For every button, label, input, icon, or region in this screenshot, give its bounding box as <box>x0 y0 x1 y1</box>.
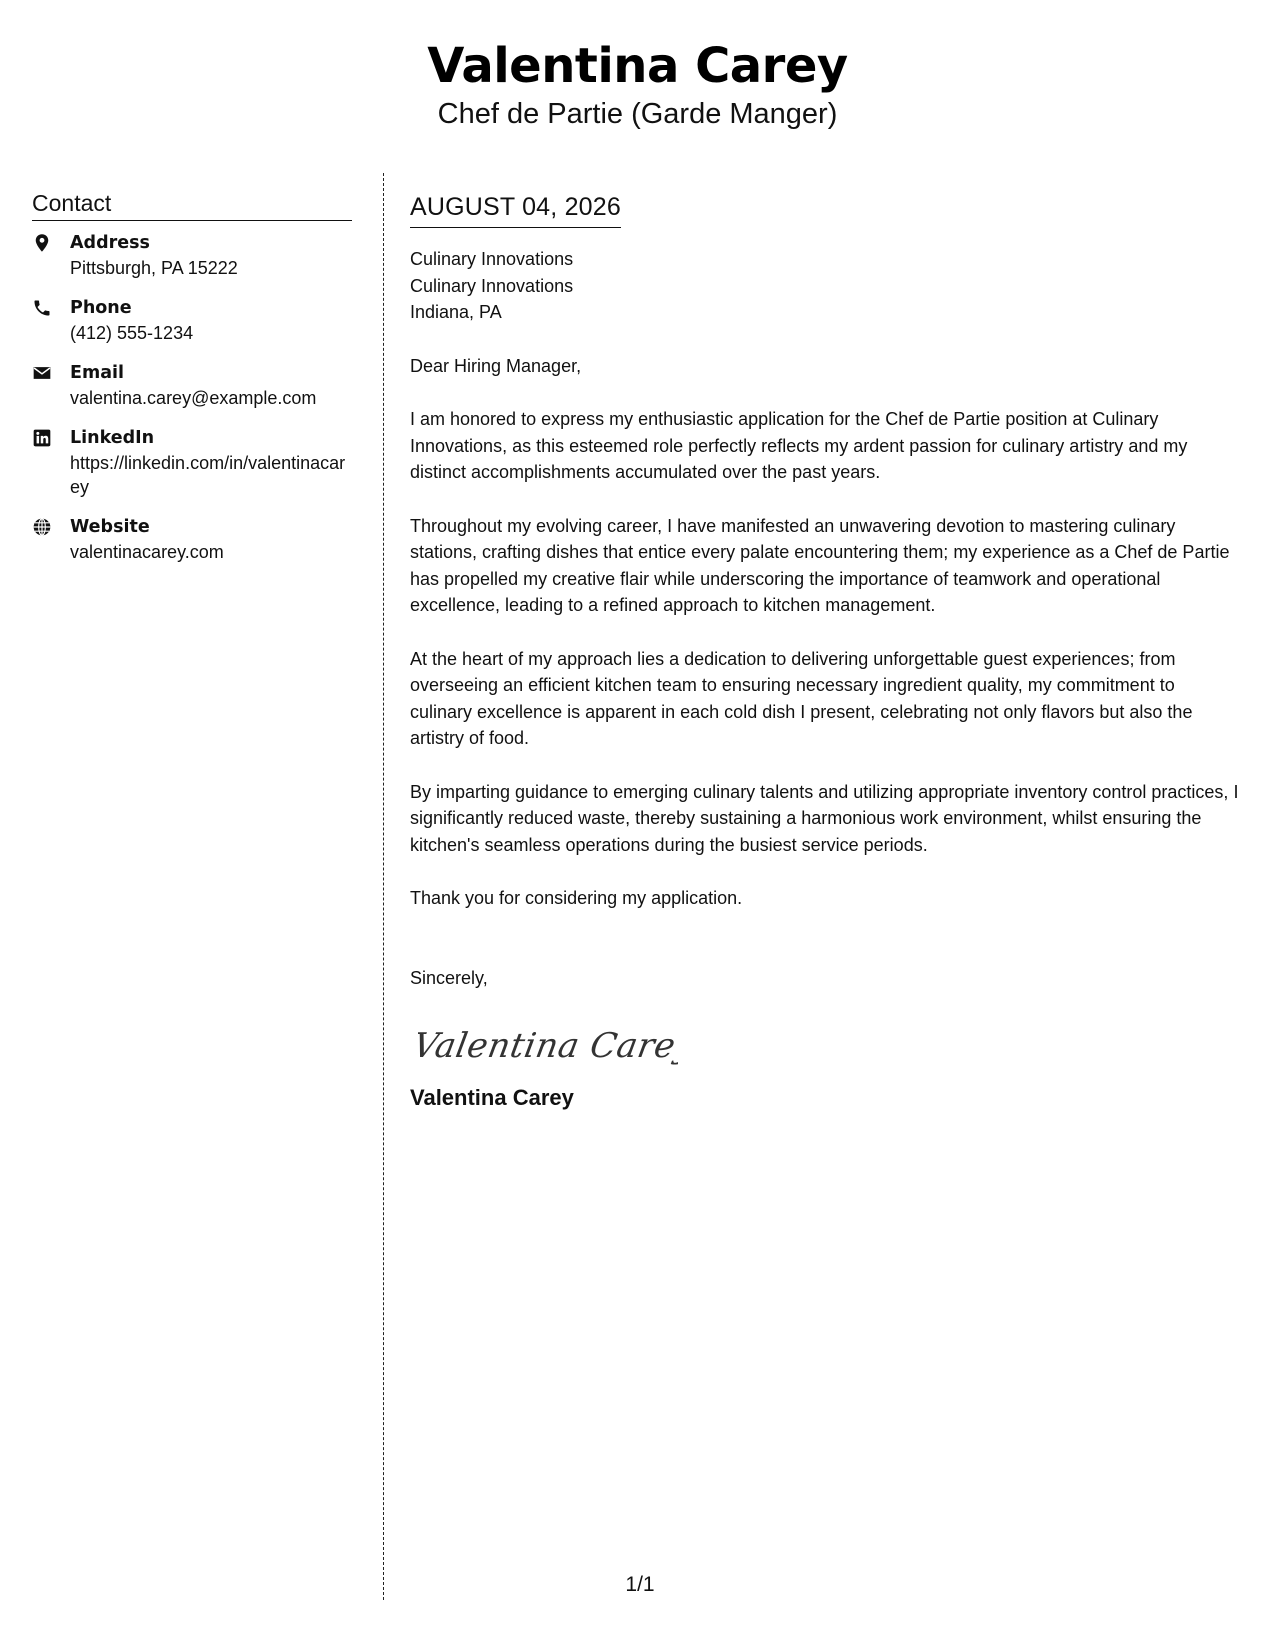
map-pin-icon <box>32 231 70 253</box>
contact-value[interactable]: https://linkedin.com/in/valentinacarey <box>70 453 346 497</box>
letter-body <box>410 190 1240 1113</box>
contact-label: Address <box>70 233 150 253</box>
recipient-line: Culinary Innovations <box>410 275 574 296</box>
contact-label: Phone <box>70 298 132 318</box>
column-divider <box>383 173 384 1600</box>
contact-value: valentina.carey@example.com <box>70 388 317 408</box>
handwritten-signature <box>418 1009 1240 1079</box>
closing: Sincerely, <box>410 967 488 988</box>
contact-label: Website <box>70 517 150 537</box>
contact-value: (412) 555-1234 <box>70 323 194 343</box>
body-paragraph: Thank you for considering my application. <box>410 888 743 908</box>
globe-icon <box>32 515 70 537</box>
contact-item-phone <box>32 296 352 345</box>
recipient-block <box>410 246 1240 326</box>
contact-value: Pittsburgh, PA 15222 <box>70 258 238 278</box>
envelope-icon <box>32 361 70 383</box>
contact-label: Email <box>70 363 124 383</box>
signed-name: Valentina Carey <box>410 1085 574 1110</box>
body-paragraph: I am honored to express my enthusiastic application for the Chef de Partie position at Culinary Innovations, as this esteemed role perfectly reflects my ardent passion for culinary artistry and my distinct accomplishments accumulated over the past years. <box>410 409 1188 482</box>
letter-date: AUGUST 04, 2026 <box>410 190 621 228</box>
page-number: 1/1 <box>625 1573 655 1596</box>
recipient-line: Culinary Innovations <box>410 249 574 269</box>
recipient-line: Indiana, PA <box>410 302 502 322</box>
linkedin-icon <box>32 426 70 448</box>
job-title: Chef de Partie (Garde Manger) <box>437 98 838 130</box>
contact-sidebar <box>32 188 352 580</box>
contact-heading: Contact <box>32 188 352 221</box>
contact-label: LinkedIn <box>70 428 155 448</box>
contact-item-email <box>32 361 352 410</box>
body-paragraph: At the heart of my approach lies a dedication to delivering unforgettable guest experiences; from overseeing an efficient kitchen team to ensuring necessary ingredient quality, my commitment to culinary excellence is apparent in each cold dish I present, celebrating not only flavors but also the artistry of food. <box>410 648 1193 748</box>
salutation: Dear Hiring Manager, <box>410 355 582 376</box>
applicant-name: Valentina Carey <box>427 38 848 94</box>
contact-value[interactable]: valentinacarey.com <box>70 542 224 562</box>
document-header <box>0 36 1275 132</box>
body-paragraph: Throughout my evolving career, I have manifested an unwavering devotion to mastering culinary stations, crafting dishes that entice every palate encountering them; my experience as a Chef de Partie has propelled my creative flair while underscoring the importance of teamwork and operational excellence, leading to a refined approach to kitchen management. <box>410 515 1230 615</box>
body-paragraph: By imparting guidance to emerging culinary talents and utilizing appropriate inventory control practices, I significantly reduced waste, thereby sustaining a harmonious work environment, whilst ensuring the kitchen's seamless operations during the busiest service periods. <box>410 781 1239 855</box>
phone-icon <box>32 296 70 318</box>
contact-item-linkedin <box>32 426 352 499</box>
contact-item-address <box>32 231 352 280</box>
signature-text: Valentina Carey <box>418 1026 678 1066</box>
contact-item-website <box>32 515 352 564</box>
